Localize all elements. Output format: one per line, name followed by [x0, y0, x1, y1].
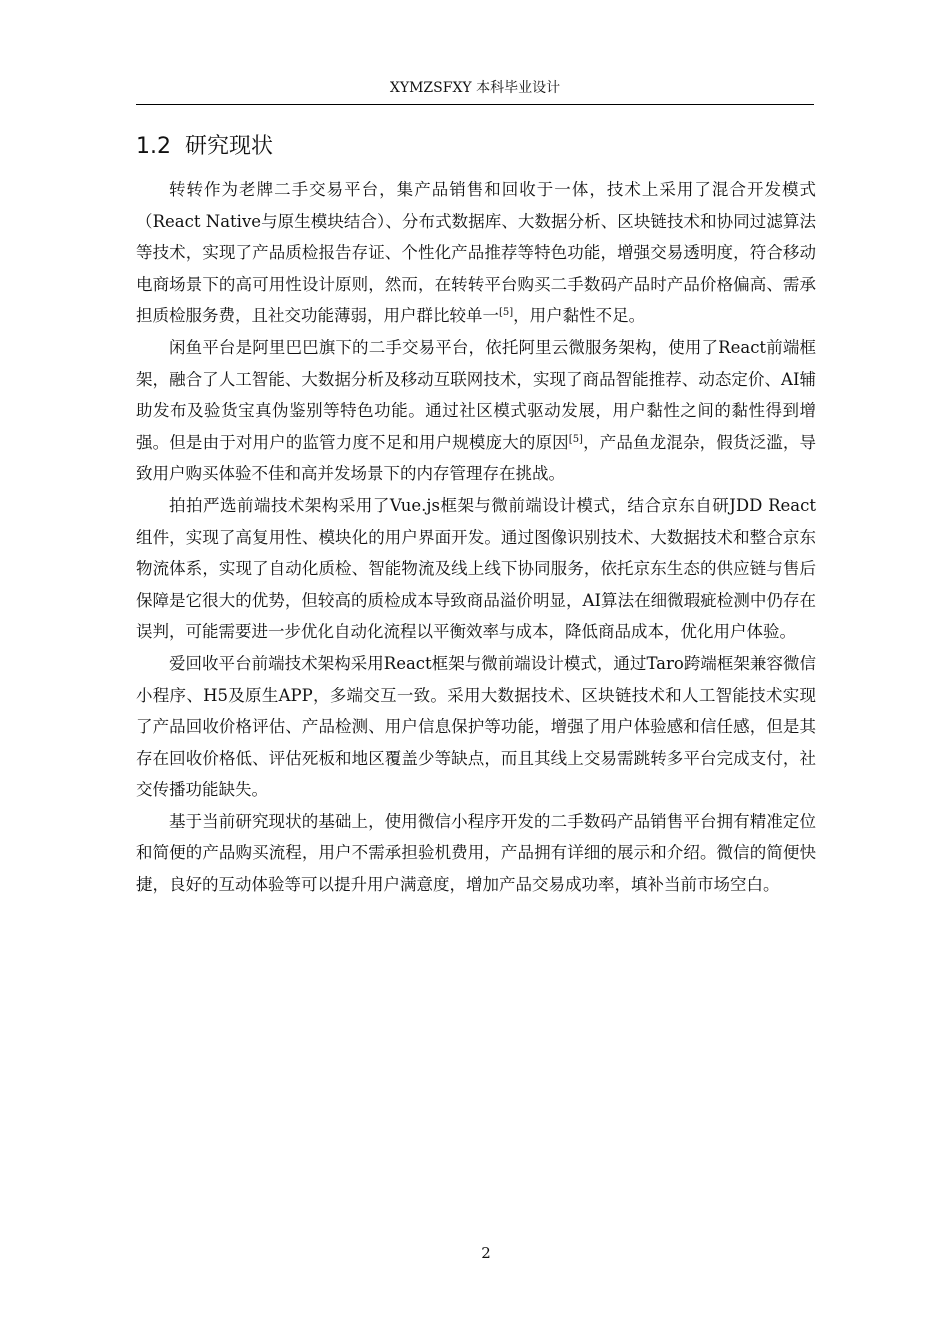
paragraph-xianyu: [136, 332, 816, 490]
paragraph-text: ，产品鱼龙混杂，假货泛滥，导致用户购买体验不佳和高并发场景下的内存管理存在挑战。: [136, 432, 817, 484]
paragraph-text: 爱回收平台前端技术架构采用React框架与微前端设计模式，通过Taro跨端框架兼容微信小程序、H5及原生APP，多端交互一致。采用大数据技术、区块链技术和人工智能技术实现了产品回收价格评估、产品检测、用户信息保护等功能，增强了用户体验感和信任感，但是其存在回收价格低、评估死板和地区覆盖少等缺点，而且其线上交易需跳转多平台完成支付，社交传播功能缺失。: [136, 653, 816, 800]
page-number: 2: [481, 1244, 491, 1262]
paragraph-paipai: [136, 490, 816, 648]
citation: [5]: [499, 307, 514, 319]
header-rule: [136, 104, 814, 105]
section-title-text: 研究现状: [185, 134, 274, 159]
paragraph-conclusion: [136, 806, 816, 901]
paragraph-text: ，用户黏性不足。: [513, 306, 646, 326]
paragraph-text: 基于当前研究现状的基础上，使用微信小程序开发的二手数码产品销售平台拥有精准定位和简便的产品购买流程，用户不需承担验机费用，产品拥有详细的展示和介绍。微信的简便快捷，良好的互动体验等可以提升用户满意度，增加产品交易成功率，填补当前市场空白。: [136, 811, 816, 895]
running-header: XYMZSFXY 本科毕业设计: [389, 80, 561, 96]
paragraph-text: 闲鱼平台是阿里巴巴旗下的二手交易平台，依托阿里云微服务架构，使用了React前端框架，融合了人工智能、大数据分析及移动互联网技术，实现了商品智能推荐、动态定价、AI辅助发布及验货宝真伪鉴别等特色功能。通过社区模式驱动发展，用户黏性之间的黏性得到增强。但是由于对用户的监管力度不足和用户规模庞大的原因: [136, 337, 816, 452]
paragraph-zhuanzhuan: [136, 174, 816, 332]
body-text: [136, 174, 816, 901]
section-heading: [136, 131, 273, 163]
paragraph-text: 拍拍严选前端技术架构采用了Vue.js框架与微前端设计模式，结合京东自研JDD React组件，实现了高复用性、模块化的用户界面开发。通过图像识别技术、大数据技术和整合京东物流体系，实现了自动化质检、智能物流及线上线下协同服务，依托京东生态的供应链与售后保障是它很大的优势，但较高的质检成本导致商品溢价明显，AI算法在细微瑕疵检测中仍存在误判，可能需要进一步优化自动化流程以平衡效率与成本，降低商品成本，优化用户体验。: [136, 495, 816, 642]
paragraph-text: 转转作为老牌二手交易平台，集产品销售和回收于一体，技术上采用了混合开发模式（React Native与原生模块结合）、分布式数据库、大数据分析、区块链技术和协同过滤算法等技术，实现了产品质检报告存证、个性化产品推荐等特色功能，增强交易透明度，符合移动电商场景下的高可用性设计原则，然而，在转转平台购买二手数码产品时产品价格偏高、需承担质检服务费，且社交功能薄弱，用户群比较单一: [136, 180, 816, 326]
citation: [5]: [568, 433, 583, 445]
section-number: 1.2: [136, 134, 171, 159]
paragraph-aihuishou: [136, 648, 816, 806]
